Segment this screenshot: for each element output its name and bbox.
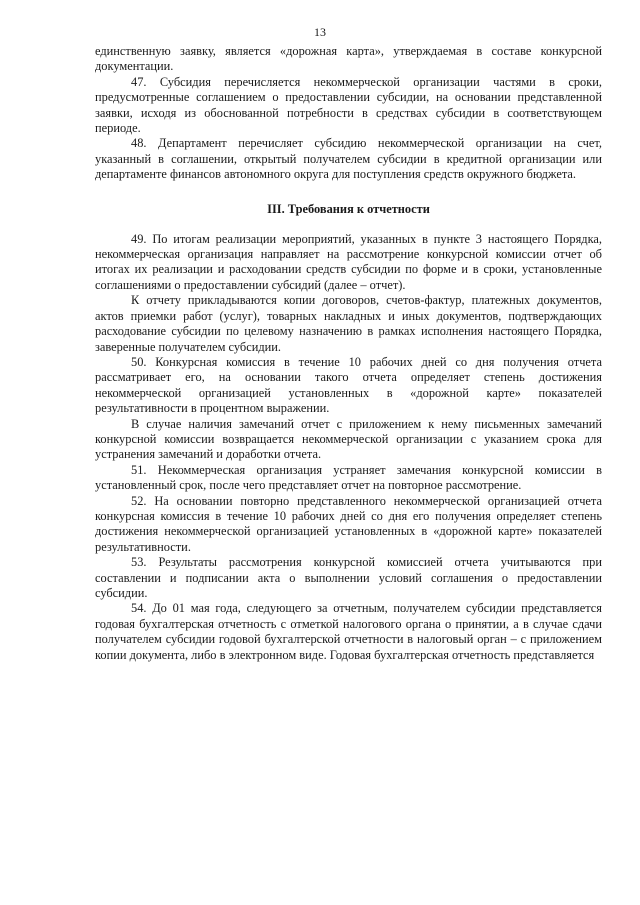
paragraph-48: 48. Департамент перечисляет субсидию некоммерческой организации на счет, указанный в соглашении, открытый получателем субсидии в кредитной организации или департаменте финансов автономного округа для поступления средств окружного бюджета. xyxy=(95,136,602,182)
paragraph-47: 47. Субсидия перечисляется некоммерческой организации частями в сроки, предусмотренные соглашением о предоставлении субсидии, на основании представленной заявки, исходя из обоснованной потребности в средствах субсидии в соответствующем периоде. xyxy=(95,74,602,136)
section-heading: III. Требования к отчетности xyxy=(267,201,430,216)
page-number: 13 xyxy=(314,25,326,39)
paragraph-51: 51. Некоммерческая организация устраняет замечания конкурсной комиссии в установленный срок, после чего представляет отчет на повторное рассмотрение. xyxy=(95,462,602,493)
document-body xyxy=(95,44,602,663)
paragraph-54: 54. До 01 мая года, следующего за отчетным, получателем субсидии представляется годовая бухгалтерская отчетность с отметкой налогового органа о принятии, а в случае сдачи получателем субсидии годовой бухгалтерской отчетности в налоговый орган – с приложением копии документа, либо в электронном виде. Годовая бухгалтерская отчетность представляется xyxy=(95,601,602,662)
paragraph-continuation: единственную заявку, является «дорожная карта», утверждаемая в составе конкурсной документации. xyxy=(95,44,602,74)
paragraph-50-remarks: В случае наличия замечаний отчет с приложением к нему письменных замечаний конкурсной комиссии возвращается некоммерческой организации с указанием срока для устранения замечаний и доработки отчета. xyxy=(95,416,602,462)
paragraph-49-attachments: К отчету прикладываются копии договоров, счетов-фактур, платежных документов, актов приемки работ (услуг), товарных накладных и иных документов, подтверждающих расходование субсидии по целевому назначению в рамках исполнения настоящего Порядка, заверенные получателем субсидии. xyxy=(95,293,602,354)
paragraph-52: 52. На основании повторно представленного некоммерческой организацией отчета конкурсная комиссия в течение 10 рабочих дней со дня его получения определяет степень достижения некоммерческой организацией установленных в «дорожной карте» показателей результативности. xyxy=(95,493,602,554)
paragraph-49: 49. По итогам реализации мероприятий, указанных в пункте 3 настоящего Порядка, некоммерческая организация направляет на рассмотрение конкурсной комиссии отчет об итогах их реализации и расходовании средств субсидии по форме и в сроки, установленные соглашениями о предоставлении субсидий (далее – отчет). xyxy=(95,231,602,292)
paragraph-53: 53. Результаты рассмотрения конкурсной комиссией отчета учитываются при составлении и подписании акта о выполнении условий соглашения о предоставлении субсидии. xyxy=(95,555,602,600)
paragraph-50: 50. Конкурсная комиссия в течение 10 рабочих дней со дня получения отчета рассматривает его, на основании такого отчета определяет степень достижения некоммерческой организацией установленных в «дорожной карте» показателей результативности в процентном выражении. xyxy=(95,354,602,416)
